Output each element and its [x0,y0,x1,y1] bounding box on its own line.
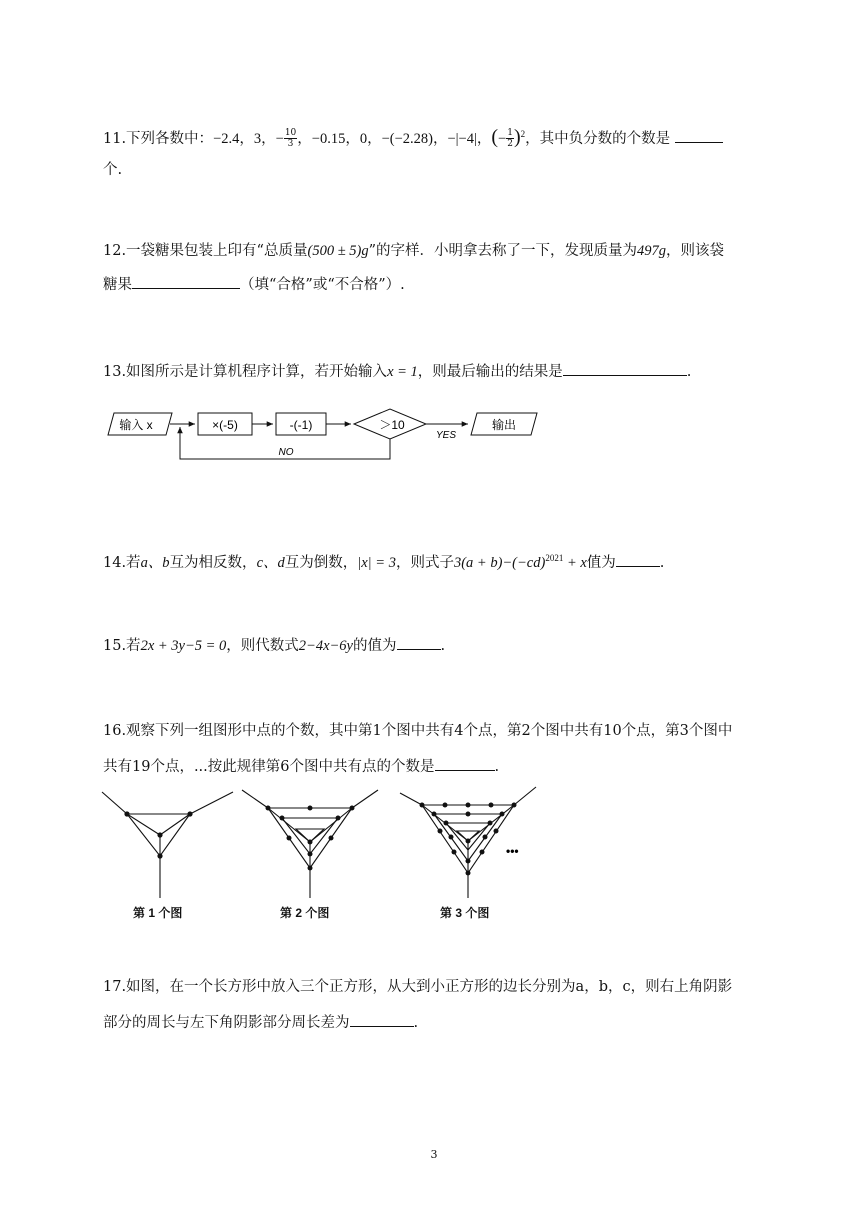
question-12: 12.一袋糖果包装上印有“总质量(500 ± 5)g”的字样．小明拿去称了一下，发现质量为497g，则该袋 [103,243,725,259]
answer-blank[interactable] [616,552,660,567]
question-16: 16.观察下列一组图形中点的个数，其中第1个图中共有4个点，第2个图中共有10个点，第3个图中 [103,723,733,739]
answer-blank[interactable] [350,1012,414,1027]
output-label: 输出 [491,418,517,432]
caption-figure-1: 第 1 个图 [133,906,183,920]
question-14: 14.若a、b互为相反数，c、d互为倒数，|x| = 3，则式子$3(a + b)-(-cd)^{2021} + x$值为 . [103,553,665,571]
ellipsis-dots: ••• [506,844,519,858]
caption-figure-3: 第 3 个图 [440,906,490,920]
yes-label: YES [435,430,457,441]
question-17-line2: 部分的周长与左下角阴影部分周长差为 . [103,1006,418,1040]
step2-label: -(-1) [289,418,313,432]
question-13: 13.如图所示是计算机程序计算，若开始输入x = 1，则最后输出的结果是 . [103,355,691,389]
question-17: 17.如图，在一个长方形中放入三个正方形，从大到小正方形的边长分别为a，b，c，则右上角阴影 [103,979,733,995]
fraction-10-3: $\frac{10}{3}$ [284,128,297,150]
caption-figure-2: 第 2 个图 [280,906,330,920]
answer-blank[interactable] [397,635,441,650]
question-11: 11.下列各数中：−2.4，3，− $\frac{10}{3}$ ，−0.15，0，−(−2.28)，−|−4|，(− $\frac{1}{2}$ )$^2$，其中负分数的个数是 [103,117,723,156]
question-11-line2: 个. [103,162,123,178]
pattern-figure-2 [240,788,380,900]
question-12-line2: 糖果 （填“合格”或“不合格”）. [103,268,405,302]
no-label: NO [278,447,294,458]
answer-blank[interactable] [435,756,495,771]
pattern-figure-1 [100,788,235,900]
pattern-figure-3 [398,785,538,900]
condition-label: ＞10 [379,418,405,432]
question-15: 15.若2x + 3y−5 = 0，则代数式2−4x−6y的值为 . [103,629,445,663]
answer-blank[interactable] [132,274,240,289]
question-16-line2: 共有19个点，...按此规律第6个图中共有点的个数是 . [103,750,499,784]
page-number: 3 [430,1148,438,1161]
answer-blank[interactable] [675,128,723,143]
step1-label: ×(-5) [212,418,238,432]
input-label: 输入 x [119,418,153,432]
fraction-1-2: $\frac{1}{2}$ [507,128,513,150]
flowchart [100,405,550,465]
answer-blank[interactable] [563,361,687,376]
